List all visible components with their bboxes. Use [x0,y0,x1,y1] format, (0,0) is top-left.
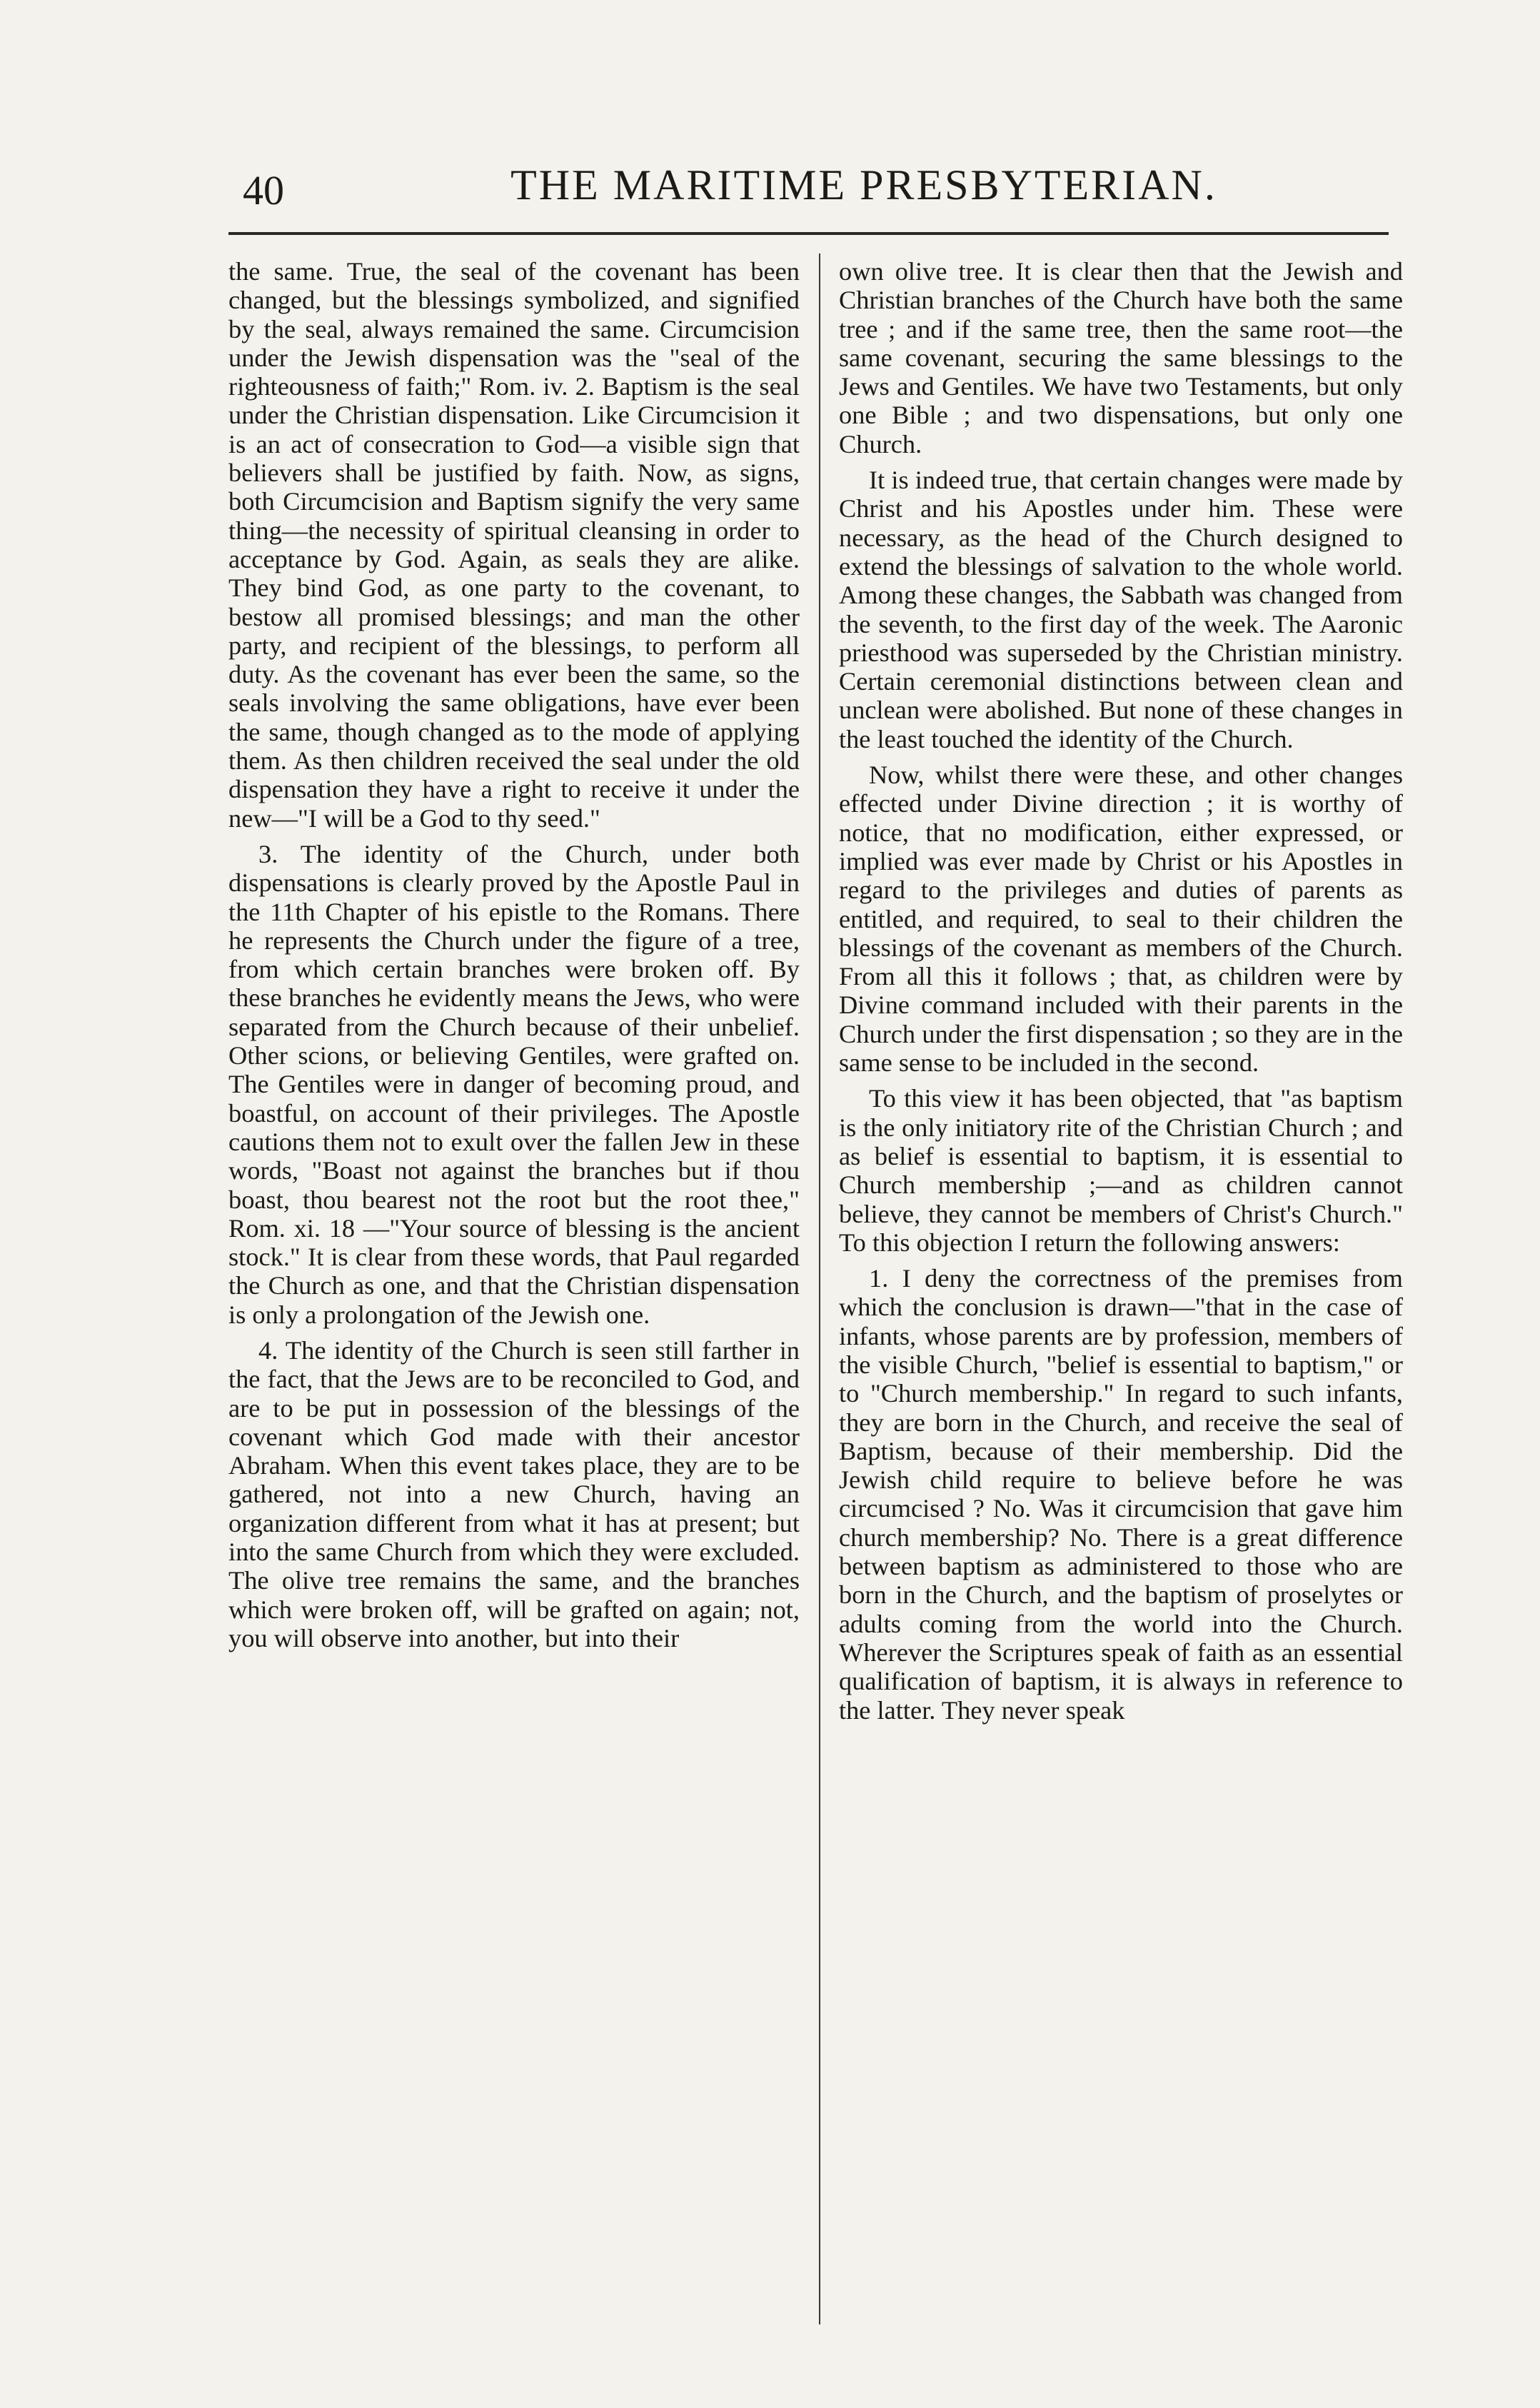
journal-title: THE MARITIME PRESBYTERIAN. [510,161,1217,209]
right-column [839,257,1403,2321]
right-paragraph-4: To this view it has been objected, that "as baptism is the only initiatory rite of the Christian Church ; and as belief is essential to baptism, it is essential to Church membership ;—and as children cannot believe, they cannot be members of Christ's Church." To this objection I return the following answers: [839,1084,1403,1257]
right-paragraph-3: Now, whilst there were these, and other changes effected under Divine direction ; it is worthy of notice, that no modification, either expressed, or implied was ever made by Christ or his Apostles in regard to the privileges and duties of parents as entitled, and required, to seal to their children the blessings of the covenant as members of the Church. From all this it follows ; that, as children were by Divine command included with their parents in the Church under the first dispensation ; so they are in the same sense to be included in the second. [839,761,1403,1078]
right-paragraph-5: 1. I deny the correctness of the premises from which the conclusion is drawn—"that in the case of infants, whose parents are by profession, members of the visible Church, "belief is essential to baptism," or to "Church membership." In regard to such infants, they are born in the Church, and receive the seal of Baptism, because of their membership. Did the Jewish child require to believe before he was circumcised ? No. Was it circumcision that gave him church membership? No. There is a great difference between baptism as administered to those who are born in the Church, and the baptism of proselytes or adults coming from the world into the Church. Wherever the Scriptures speak of faith as an essential qualification of baptism, it is always in reference to the latter. They never speak [839,1264,1403,1725]
left-paragraph-2: 3. The identity of the Church, under both dispensations is clearly proved by the Apostle Paul in the 11th Chapter of his epistle to the Romans. There he represents the Church under the figure of a tree, from which certain branches were broken off. By these branches he evidently means the Jews, who were separated from the Church because of their unbelief. Other scions, or believing Gentiles, were grafted on. The Gentiles were in danger of becoming proud, and boastful, on account of their privileges. The Apostle cautions them not to exult over the fallen Jew in these words, "Boast not against the branches but if thou boast, thou bearest not the root but the root thee," Rom. xi. 18 —"Your source of blessing is the ancient stock." It is clear from these words, that Paul regarded the Church as one, and that the Christian dispensation is only a prolongation of the Jewish one. [228,839,800,1329]
left-paragraph-1: the same. True, the seal of the covenant has been changed, but the blessings symbolized, and signified by the seal, always remained the same. Circumcision under the Jewish dispensation was the "seal of the righteousness of faith;" Rom. iv. 2. Baptism is the seal under the Christian dispensation. Like Circumcision it is an act of consecration to God—a visible sign that believers shall be justified by faith. Now, as signs, both Circumcision and Baptism signify the very same thing—the necessity of spiritual cleansing in order to acceptance by God. Again, as seals they are alike. They bind God, as one party to the covenant, to bestow all promised blessings; and man the other party, and recipient of the blessings, to perform all duty. As the covenant has ever been the same, so the seals involving the same obligations, have ever been the same, though changed as to the mode of applying them. As then children received the seal under the old dispensation they have a right to receive it under the new—"I will be a God to thy seed." [228,257,800,833]
right-paragraph-2: It is indeed true, that certain changes were made by Christ and his Apostles under him. These were necessary, as the head of the Church designed to extend the blessings of salvation to the whole world. Among these changes, the Sabbath was changed from the seventh, to the first day of the week. The Aaronic priesthood was superseded by the Christian ministry. Certain ceremonial distinctions between clean and unclean were abolished. But none of these changes in the least touched the identity of the Church. [839,466,1403,753]
left-column [228,257,800,2321]
right-paragraph-1: own olive tree. It is clear then that the Jewish and Christian branches of the Church have both the same tree ; and if the same tree, then the same root—the same covenant, securing the same blessings to the Jews and Gentiles. We have two Testaments, but only one Bible ; and two dispensations, but only one Church. [839,257,1403,458]
header-rule [228,232,1389,235]
left-paragraph-3: 4. The identity of the Church is seen still farther in the fact, that the Jews are to be reconciled to God, and are to be put in possession of the blessings of the covenant which God made with their ancestor Abraham. When this event takes place, they are to be gathered, not into a new Church, having an organization different from what it has at present; but into the same Church from which they were excluded. The olive tree remains the same, and the branches which were broken off, will be grafted on again; not, you will observe into another, but into their [228,1335,800,1652]
page-number: 40 [243,167,284,214]
column-divider [819,254,820,2324]
running-head [243,161,1385,225]
